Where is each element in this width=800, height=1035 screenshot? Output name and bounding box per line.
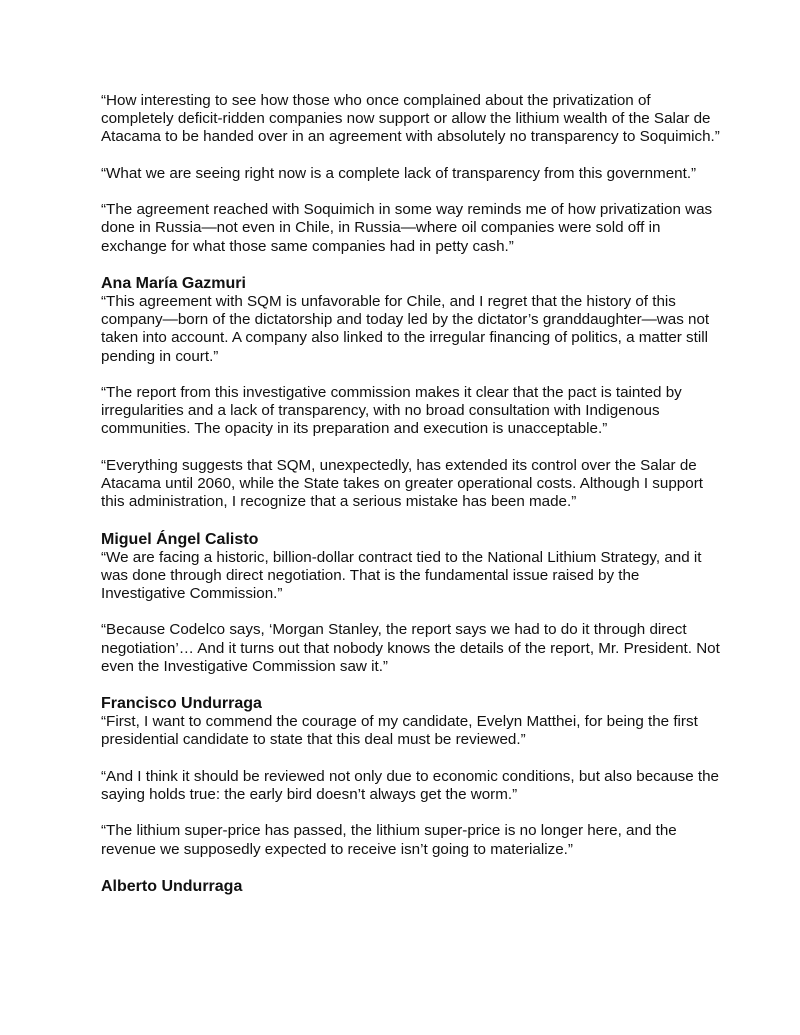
quote-paragraph: “What we are seeing right now is a complete lack of transparency from this government.” — [101, 164, 697, 182]
document-page — [101, 92, 721, 896]
quote-paragraph: “How interesting to see how those who once complained about the privatization of completely deficit-ridden companies now support or allow the lithium wealth of the Salar de Atacama to be handed over in an agreement with absolutely no transparency to Soquimich.” — [101, 92, 720, 146]
speaker-name: Ana María Gazmuri — [101, 274, 246, 292]
speaker-name: Miguel Ángel Calisto — [101, 530, 259, 548]
quote-paragraph: “And I think it should be reviewed not only due to economic conditions, but also because the saying holds true: the early bird doesn’t always get the worm.” — [101, 767, 720, 803]
speaker-section — [101, 530, 721, 676]
quote-paragraph: “This agreement with SQM is unfavorable for Chile, and I regret that the history of this company—born of the dictatorship and today led by the dictator’s granddaughter—was not taken into account. A company also linked to the irregular financing of politics, a matter still pending in court.” — [101, 292, 710, 365]
speaker-section — [101, 694, 721, 859]
speaker-name: Alberto Undurraga — [101, 877, 243, 895]
quote-paragraph: “First, I want to commend the courage of my candidate, Evelyn Matthei, for being the first presidential candidate to state that this deal must be reviewed.” — [101, 713, 698, 749]
quote-paragraph: “Everything suggests that SQM, unexpectedly, has extended its control over the Salar de Atacama until 2060, while the State takes on greater operational costs. Although I support this administration, I recognize that a serious mistake has been made.” — [101, 456, 703, 511]
quote-paragraph: “The report from this investigative commission makes it clear that the pact is tainted by irregularities and a lack of transparency, with no broad consultation with Indigenous communities. The opacity in its preparation and execution is unacceptable.” — [101, 383, 682, 438]
quote-paragraph: “We are facing a historic, billion-dollar contract tied to the National Lithium Strategy, and it was done through direct negotiation. That is the fundamental issue raised by the Investigative Commission.” — [101, 548, 702, 602]
quote-paragraph: “Because Codelco says, ‘Morgan Stanley, the report says we had to do it through direct negotiation’… And it turns out that nobody knows the details of the report, Mr. President. Not even the Investigative Commission saw it.” — [101, 621, 720, 675]
intro-quotes — [101, 92, 721, 256]
quote-paragraph: “The lithium super-price has passed, the lithium super-price is no longer here, and the revenue we supposedly expected to receive isn’t going to materialize.” — [101, 822, 677, 858]
speaker-section — [101, 274, 721, 511]
speaker-section — [101, 877, 721, 896]
speaker-name: Francisco Undurraga — [101, 695, 262, 713]
quote-paragraph: “The agreement reached with Soquimich in some way reminds me of how privatization was done in Russia—not even in Chile, in Russia—where oil companies were sold off in exchange for what those same companies had in petty cash.” — [101, 201, 713, 255]
